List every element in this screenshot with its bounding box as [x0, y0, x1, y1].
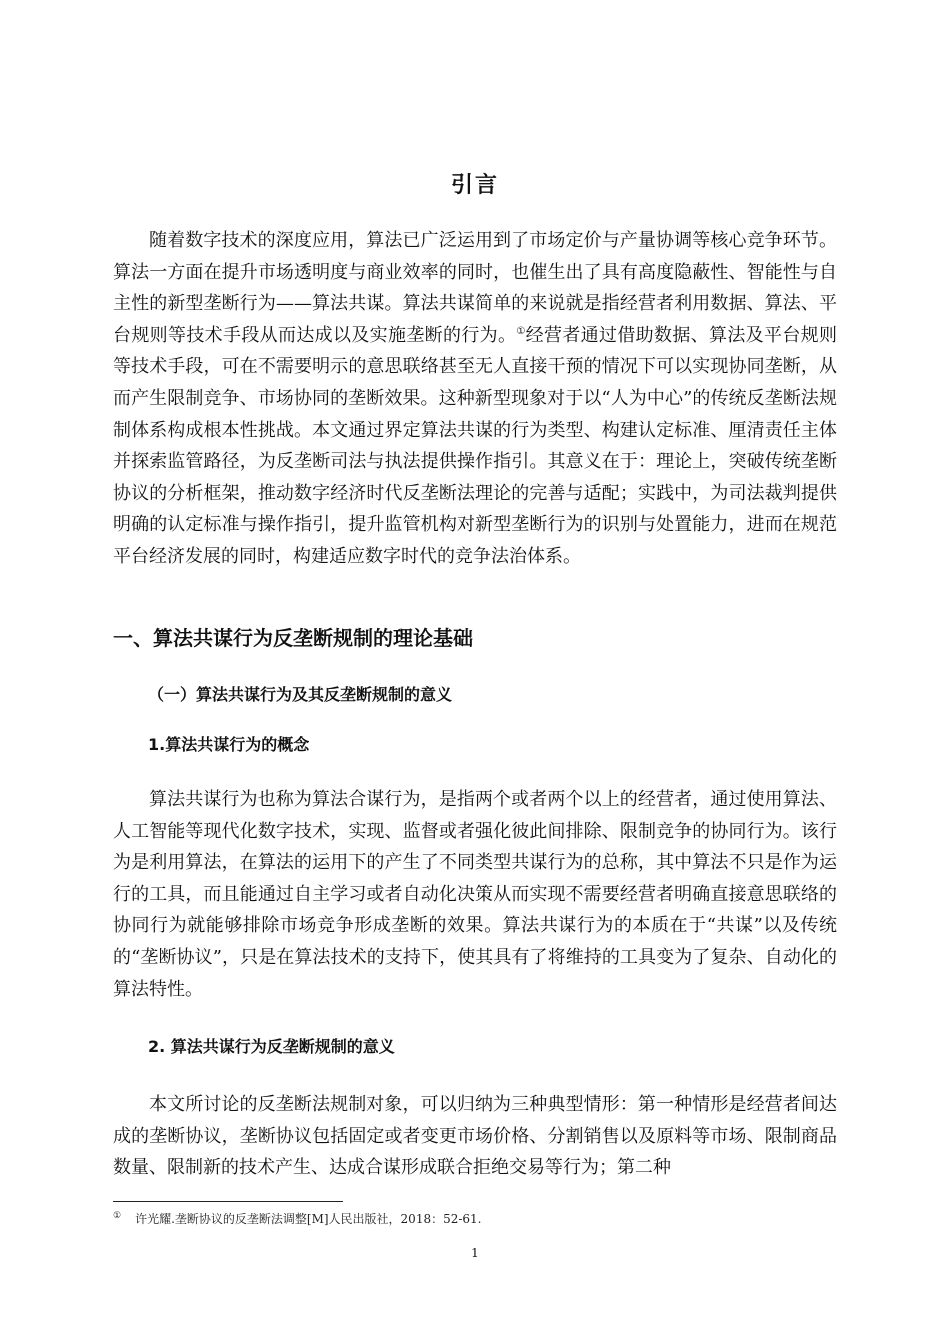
intro-text-part-1: 随着数字技术的深度应用，算法已广泛运用到了市场定价与产量协调等核心竞争环节。算法一方面在提升市场透明度与商业效率的同时，也催生出了具有高度隐蔽性、智能性与自主性的新型垄断行为——算法共谋。算法共谋简单的来说就是指经营者利用数据、算法、平台规则等技术手段从而达成以及实施垄断的行为。 — [113, 230, 837, 346]
intro-paragraph — [113, 225, 837, 573]
subsection-heading-concept: 1.算法共谋行为的概念 — [148, 735, 310, 754]
intro-text-part-2: 经营者通过借助数据、算法及平台规则等技术手段，可在不需要明示的意思联络甚至无人直接干预的情况下可以实现协同垄断，从而产生限制竞争、市场协同的垄断效果。这种新型现象对于以“人为中心”的传统反垄断法规制体系构成根本性挑战。本文通过界定算法共谋的行为类型、构建认定标准、厘清责任主体并探索监管路径，为反垄断司法与执法提供操作指引。其意义在于：理论上，突破传统垄断协议的分析框架，推动数字经济时代反垄断法理论的完善与适配；实践中，为司法裁判提供明确的认定标准与操作指引，提升监管机构对新型垄断行为的识别与处置能力，进而在规范平台经济发展的同时，构建适应数字时代的竞争法治体系。 — [113, 324, 838, 567]
footnote-mark: ① — [113, 1211, 122, 1221]
significance-paragraph: 本文所讨论的反垄断法规制对象，可以归纳为三种典型情形：第一种情形是经营者间达成的垄断协议，垄断协议包括固定或者变更市场价格、分割销售以及原料等市场、限制商品数量、限制新的技术产生、达成合谋形成联合拒绝交易等行为；第二种 — [113, 1094, 837, 1179]
section-heading: （一）算法共谋行为及其反垄断规制的意义 — [148, 685, 453, 704]
chapter-heading: 一、算法共谋行为反垄断规制的理论基础 — [113, 626, 473, 650]
footnote-text: 许光耀.垄断协议的反垄断法调整[M]人民出版社，2018：52-61. — [135, 1212, 482, 1226]
page-number: 1 — [471, 1246, 479, 1260]
section-title: 引言 — [450, 173, 499, 198]
footnote — [113, 1210, 482, 1227]
footnote-reference[interactable]: ① — [516, 325, 526, 337]
footnote-divider — [113, 1201, 343, 1202]
concept-paragraph: 算法共谋行为也称为算法合谋行为，是指两个或者两个以上的经营者，通过使用算法、人工智能等现代化数字技术，实现、监督或者强化彼此间排除、限制竞争的协同行为。该行为是利用算法，在算法的运用下的产生了不同类型共谋行为的总称，其中算法不只是作为运行的工具，而且能通过自主学习或者自动化决策从而实现不需要经营者明确直接意思联络的协同行为就能够排除市场竞争形成垄断的效果。算法共谋行为的本质在于“共谋”以及传统的“垄断协议”，只是在算法技术的支持下，使其具有了将维持的工具变为了复杂、自动化的算法特性。 — [113, 789, 837, 1000]
subsection-heading-significance: 2. 算法共谋行为反垄断规制的意义 — [148, 1037, 395, 1056]
